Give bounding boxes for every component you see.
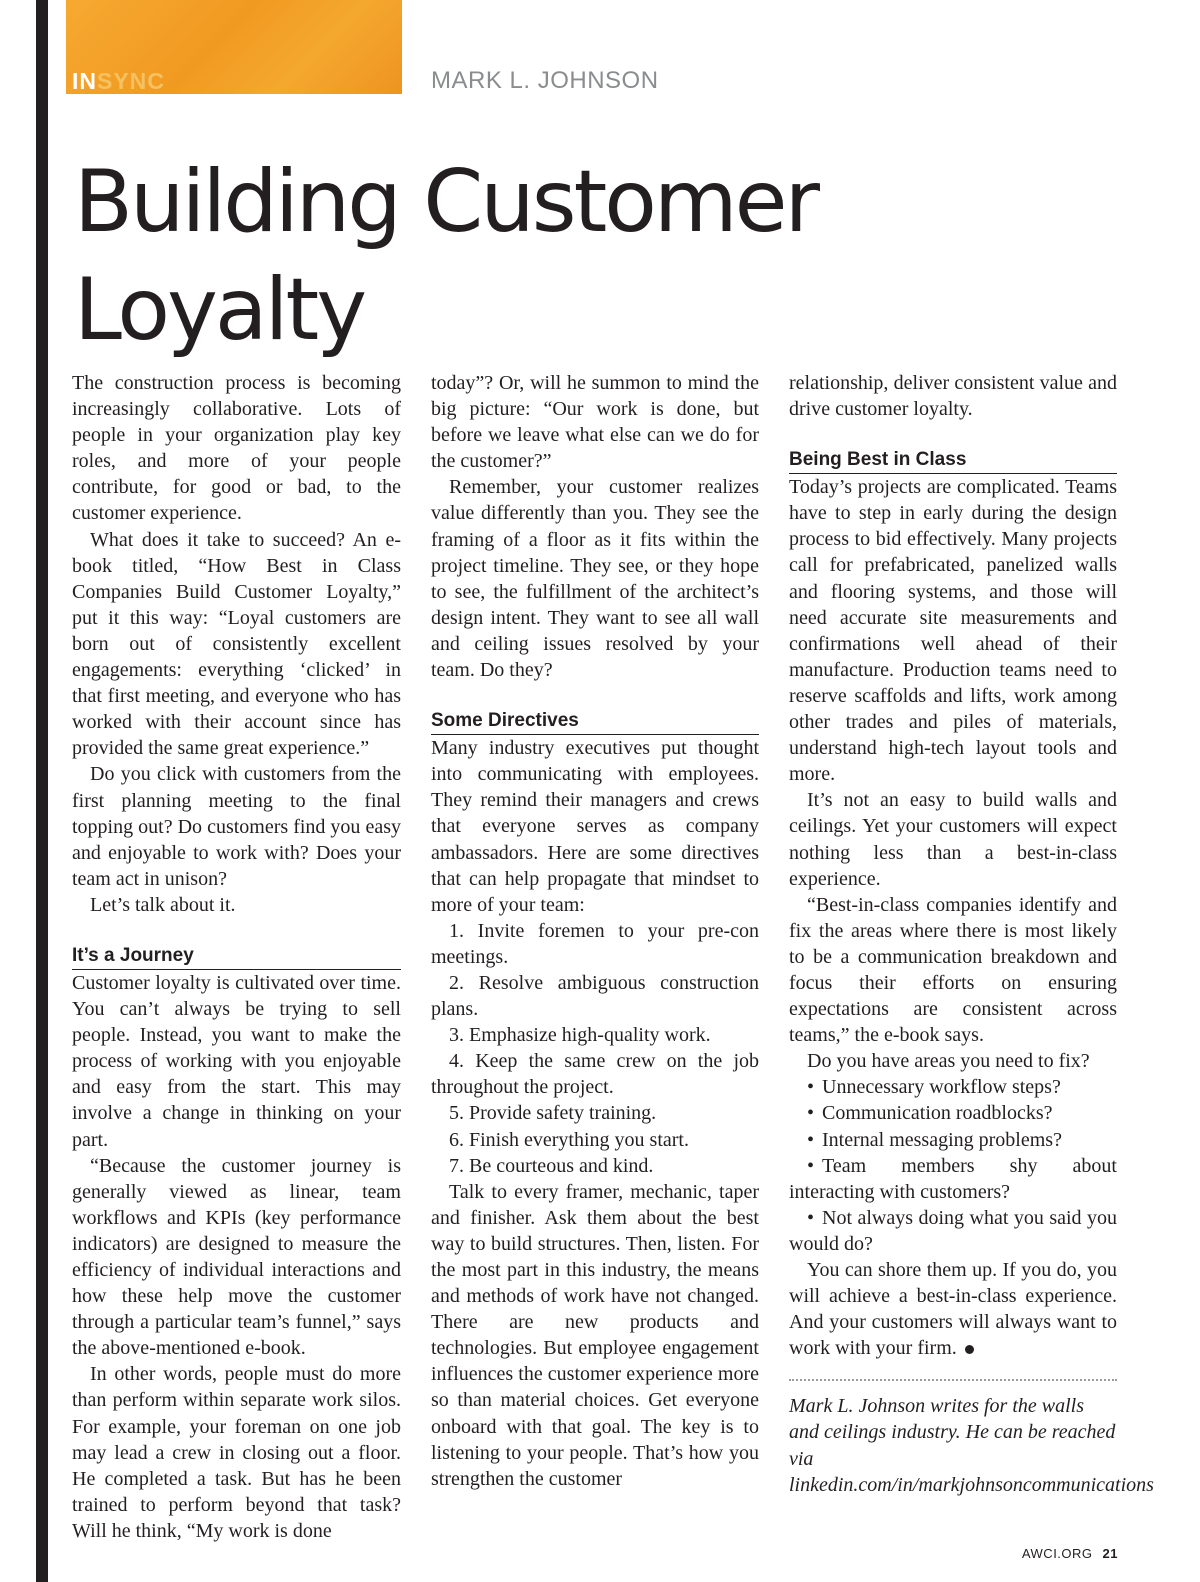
list-item: 3. Emphasize high-quality work. xyxy=(449,1024,711,1047)
list-item: 2. Resolve ambiguous construction plans. xyxy=(431,971,759,1021)
article-title: Building Customer Loyalty xyxy=(74,152,817,360)
paragraph: “Best-in-class companies identify and fix the areas where there is most likely to be a communication breakdown and focus their efforts on ensuring expectations are consistent across teams,” the e-book says. xyxy=(789,893,1117,1047)
paragraph: Do you have areas you need to fix? xyxy=(807,1050,1090,1073)
bullet-icon: • xyxy=(807,1154,815,1177)
column-1 xyxy=(72,370,401,1544)
list-item: 1. Invite foremen to your pre-con meetings. xyxy=(431,919,759,968)
paragraph: Do you click with customers from the first planning meeting to the final topping out? Do customers find you easy and enjoyable to work with? Does your team act in unison? xyxy=(72,763,401,890)
list-item: 4. Keep the same crew on the job throughout the project. xyxy=(431,1050,759,1099)
paragraph: “Because the customer journey is generally viewed as linear, team workflows and KPIs (key performance indicators) are designed to measure the efficiency of individual interactions and how these help move the customer through a particular team’s funnel,” says the above-mentioned e-book. xyxy=(72,1154,401,1360)
subheading: Some Directives xyxy=(431,709,759,735)
section-tag: INSYNC xyxy=(72,68,165,94)
list-item: • Team members shy about interacting with customers? xyxy=(789,1154,1117,1203)
paragraph: Let’s talk about it. xyxy=(90,893,236,916)
paragraph: What does it take to succeed? An e-book titled, “How Best in Class Companies Build Customer Loyalty,” put it this way: “Loyal customers are born out of consistently excellent engagements: everything ‘clicked’ in that first meeting, and everyone who has worked with their account since has provided the same great experience.” xyxy=(72,528,401,760)
bullet-icon: • xyxy=(807,1128,815,1151)
paragraph: Remember, your customer realizes value differently than you. They see the framing of a floor as it fits within the project timeline. They see, or they hope to see, the fulfillment of the architect’s design intent. They want to see all wall and ceiling issues resolved by your team. Do they? xyxy=(431,476,759,682)
page-footer xyxy=(1022,1546,1118,1561)
paragraph: In other words, people must do more than perform within separate work silos. For example, your foreman on one job may lead a crew in closing out a floor. He completed a task. But has he been trained to perform beyond that task? Will he think, “My work is done xyxy=(72,1363,401,1542)
end-mark-icon xyxy=(965,1345,974,1354)
author-name: MARK L. JOHNSON xyxy=(431,67,659,94)
paragraph: Many industry executives put thought into communicating with employees. They remind their managers and crews that everyone serves as company ambassadors. Here are some directives that can help propagate that mindset to more of your team: xyxy=(431,737,759,916)
paragraph: today”? Or, will he summon to mind the big picture: “Our work is done, but before we leave what else can we do for the customer?” xyxy=(431,372,759,473)
list-item: • Internal messaging problems? xyxy=(807,1128,1062,1151)
paragraph: It’s not an easy to build walls and ceilings. Yet your customers will expect nothing less than a best-in-class experience. xyxy=(789,789,1117,890)
subheading: Being Best in Class xyxy=(789,448,1117,474)
paragraph: You can shore them up. If you do, you will achieve a best-in-class experience. And your customers will always want to work with your firm. xyxy=(789,1259,1117,1360)
paragraph: Talk to every framer, mechanic, taper and finisher. Ask them about the best way to build structures. Then, listen. For the most part in this industry, the means and methods of work have not changed. There are new products and technologies. But employee engagement influences the customer experience more so than material choices. Get everyone onboard with that goal. The key is to listening to your people. That’s how you strengthen the customer xyxy=(431,1180,759,1490)
divider xyxy=(789,1379,1117,1381)
author-bio: Mark L. Johnson writes for the walls and ceilings industry. He can be reached via linkedin.com/in/markjohnsoncommunications xyxy=(789,1395,1154,1496)
bullet-list xyxy=(789,1074,1117,1257)
column-3 xyxy=(789,370,1154,1498)
bullet-icon: • xyxy=(807,1076,815,1099)
column-2 xyxy=(431,370,759,1492)
page-number: 21 xyxy=(1102,1546,1118,1561)
bullet-icon: • xyxy=(807,1102,815,1125)
list-item: 7. Be courteous and kind. xyxy=(449,1154,654,1177)
list-item: • Unnecessary workflow steps? xyxy=(807,1076,1061,1099)
list-item: 5. Provide safety training. xyxy=(449,1102,657,1125)
paragraph: relationship, deliver consistent value and drive customer loyalty. xyxy=(789,372,1117,421)
bullet-icon: • xyxy=(807,1206,815,1229)
page-spine-bar xyxy=(36,0,48,1582)
paragraph: Today’s projects are complicated. Teams have to step in early during the design process to bid effectively. Many projects call for prefabricated, panelized walls and flooring systems, and those will need accurate site measurements and confirmations well ahead of their manufacture. Production teams need to reserve scaffolds and lifts, work among other trades and piles of materials, understand high-tech layout tools and more. xyxy=(789,476,1117,786)
list-item: 6. Finish everything you start. xyxy=(449,1128,689,1151)
paragraph: Customer loyalty is cultivated over time. You can’t always be trying to sell people. Instead, you want to make the process of working with you enjoyable and easy from the start. This may involve a change in thinking on your part. xyxy=(72,971,401,1151)
site-name: AWCI.ORG xyxy=(1021,1546,1093,1561)
paragraph: The construction process is becoming increasingly collaborative. Lots of people in your organization play key roles, and more of your people contribute, for good or bad, to the customer experience. xyxy=(72,372,401,525)
list-item: • Not always doing what you said you would do? xyxy=(789,1206,1117,1255)
list-item: • Communication roadblocks? xyxy=(807,1102,1053,1125)
subheading: It’s a Journey xyxy=(72,944,401,970)
directives-list xyxy=(431,918,759,1179)
